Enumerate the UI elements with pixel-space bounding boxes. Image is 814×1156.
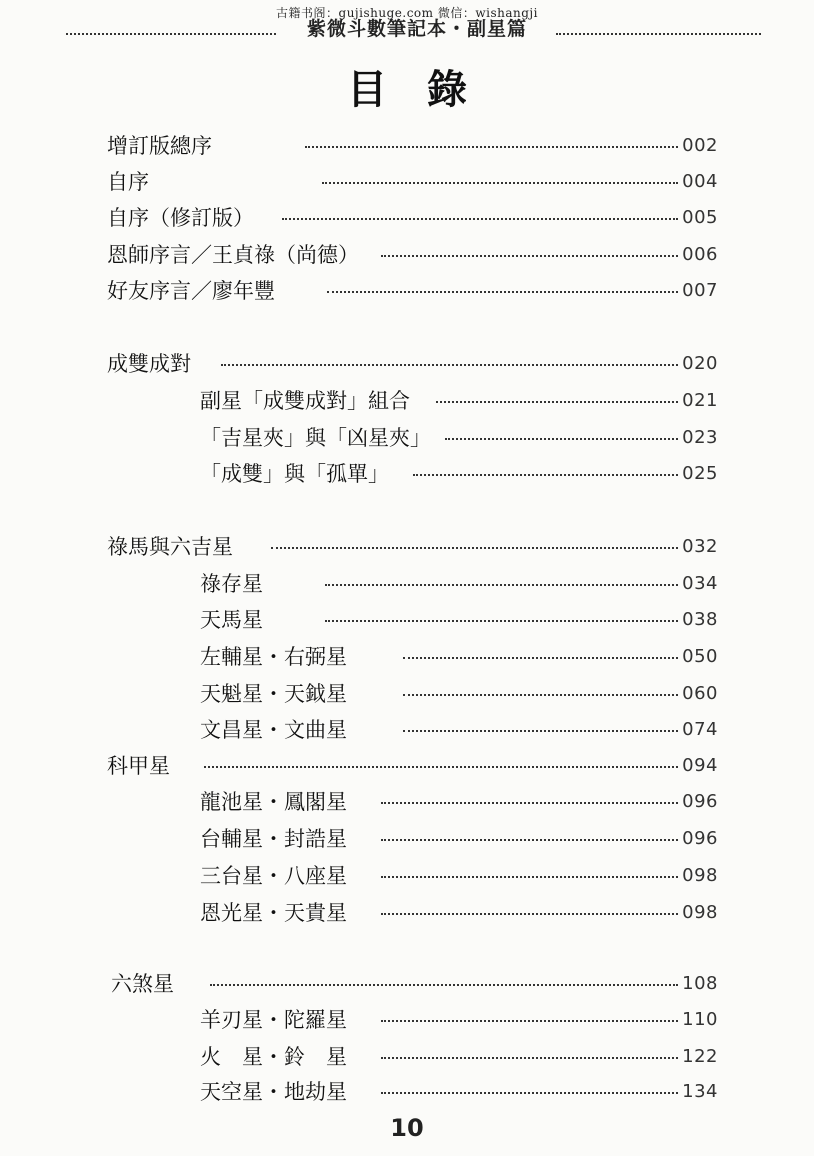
toc-entry (200, 787, 718, 815)
toc-entry-page: 021 (682, 389, 718, 411)
toc-entry-label: 好友序言／廖年豐 (107, 279, 275, 303)
leader-dots (327, 291, 678, 293)
toc-entry (200, 569, 718, 597)
toc-entry-page: 007 (682, 279, 718, 301)
leader-dots (445, 438, 678, 440)
leader-dots (381, 802, 678, 804)
toc-entry-page: 034 (682, 572, 718, 594)
toc-entry-page: 134 (682, 1080, 718, 1102)
leader-dots (381, 1020, 678, 1022)
toc-entry-label: 天馬星 (200, 608, 263, 632)
toc-entry (200, 386, 718, 414)
leader-dots (322, 182, 678, 184)
toc-entry-label: 羊刃星・陀羅星 (200, 1008, 347, 1032)
leader-dots (403, 694, 678, 696)
page-number: 10 (390, 1114, 424, 1142)
leader-dots (381, 876, 678, 878)
toc-entry (200, 605, 718, 633)
leader-dots (282, 218, 678, 220)
toc-entry-page: 110 (682, 1008, 718, 1030)
running-header: 紫微斗數筆記本・副星篇 (306, 18, 527, 40)
leader-dots (381, 1092, 678, 1094)
toc-entry-label: 副星「成雙成對」組合 (200, 389, 410, 413)
toc-entry-page: 098 (682, 864, 718, 886)
leader-dots (221, 364, 678, 366)
toc-entry-label: 龍池星・鳳閣星 (200, 790, 347, 814)
toc-entry-page: 038 (682, 608, 718, 630)
toc-entry-label: 科甲星 (107, 754, 170, 778)
toc-entry-page: 098 (682, 901, 718, 923)
toc-entry-label: 祿馬與六吉星 (107, 535, 233, 559)
leader-dots (204, 766, 678, 768)
toc-entry (107, 131, 718, 159)
watermark-text: 古籍书阁：gujishuge.com 微信：wishangji (276, 6, 538, 20)
toc-entry-page: 005 (682, 206, 718, 228)
toc-entry (107, 532, 718, 560)
toc-entry (200, 423, 718, 451)
toc-entry-label: 增訂版總序 (107, 134, 212, 158)
toc-entry (200, 824, 718, 852)
toc-entry (200, 1005, 718, 1033)
toc-entry (107, 751, 718, 779)
toc-entry-page: 074 (682, 718, 718, 740)
toc-entry (107, 167, 718, 195)
header-rule-left (66, 33, 276, 35)
toc-entry (107, 276, 718, 304)
header-rule-right (556, 33, 761, 35)
toc-entry-label: 成雙成對 (107, 352, 191, 376)
leader-dots (210, 984, 678, 986)
toc-entry-label: 天空星・地劫星 (200, 1080, 347, 1104)
toc-entry-label: 火 星・鈴 星 (200, 1045, 347, 1069)
leader-dots (381, 1057, 678, 1059)
toc-entry-page: 004 (682, 170, 718, 192)
leader-dots (413, 474, 678, 476)
toc-entry (200, 642, 718, 670)
toc-entry-page: 002 (682, 134, 718, 156)
toc-entry (107, 240, 718, 268)
toc-entry (200, 459, 718, 487)
leader-dots (325, 584, 678, 586)
toc-entry-page: 050 (682, 645, 718, 667)
toc-entry (107, 203, 718, 231)
toc-entry-page: 060 (682, 682, 718, 704)
toc-entry-page: 023 (682, 426, 718, 448)
toc-entry-label: 左輔星・右弼星 (200, 645, 347, 669)
toc-entry-label: 恩光星・天貴星 (200, 901, 347, 925)
toc-entry-label: 天魁星・天鉞星 (200, 682, 347, 706)
toc-entry-label: 「吉星夾」與「凶星夾」 (200, 426, 431, 450)
toc-entry (200, 1042, 718, 1070)
leader-dots (381, 255, 678, 257)
toc-entry-label: 恩師序言／王貞祿（尚德） (107, 243, 359, 267)
toc-title: 目錄 (347, 67, 507, 113)
leader-dots (271, 547, 678, 549)
toc-entry-label: 「成雙」與「孤單」 (200, 462, 389, 486)
leader-dots (403, 730, 678, 732)
toc-entry (200, 861, 718, 889)
toc-entry-page: 096 (682, 790, 718, 812)
toc-entry (111, 969, 718, 997)
leader-dots (381, 839, 678, 841)
toc-entry-label: 台輔星・封誥星 (200, 827, 347, 851)
toc-entry (200, 679, 718, 707)
toc-entry-label: 文昌星・文曲星 (200, 718, 347, 742)
toc-entry (200, 898, 718, 926)
toc-entry-label: 祿存星 (200, 572, 263, 596)
toc-entry (200, 1077, 718, 1105)
toc-entry (200, 715, 718, 743)
toc-entry (107, 349, 718, 377)
toc-entry-page: 108 (682, 972, 718, 994)
leader-dots (305, 146, 678, 148)
toc-entry-label: 三台星・八座星 (200, 864, 347, 888)
toc-entry-page: 122 (682, 1045, 718, 1067)
toc-entry-page: 020 (682, 352, 718, 374)
toc-entry-page: 094 (682, 754, 718, 776)
leader-dots (403, 657, 678, 659)
toc-entry-label: 自序 (107, 170, 149, 194)
toc-entry-page: 006 (682, 243, 718, 265)
toc-entry-label: 六煞星 (111, 972, 174, 996)
toc-entry-page: 025 (682, 462, 718, 484)
leader-dots (436, 401, 678, 403)
toc-entry-page: 096 (682, 827, 718, 849)
toc-entry-page: 032 (682, 535, 718, 557)
toc-entry-label: 自序（修訂版） (107, 206, 254, 230)
leader-dots (325, 620, 678, 622)
leader-dots (381, 913, 678, 915)
